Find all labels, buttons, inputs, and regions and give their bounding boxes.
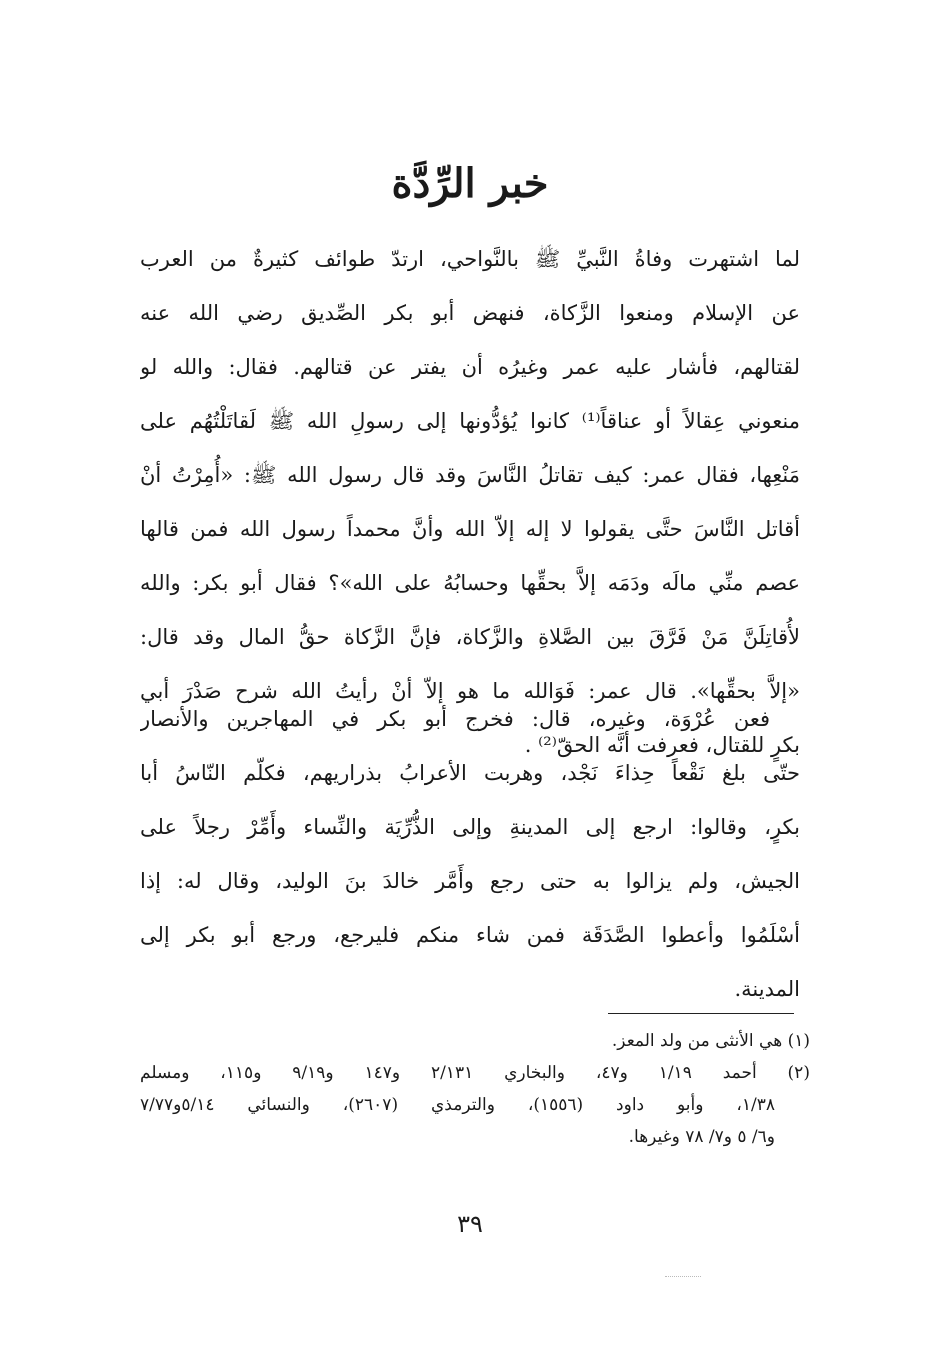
text-line: منعوني عِقالاً أو عناقاً⁽¹⁾ كانوا يُؤدُّونها إلى رسولِ الله ﷺ لَقاتَلْتُهُم على <box>140 409 800 433</box>
text-line: «إلاَّ بحقِّها». قال عمر: فَوَالله ما هو إلاّ أنْ رأيتُ الله شرح صَدْرَ أبي <box>140 679 800 703</box>
text-line: أقاتل النَّاسَ حتَّى يقولوا لا إله إلاّ الله وأنَّ محمداً رسول الله فمن قالها <box>140 517 800 541</box>
text-line: حتّى بلغ نَقْعاً حِذاءَ نَجْد، وهربت الأعرابُ بذراريهم، فكلّم النّاسُ أبا <box>140 761 800 785</box>
footnote-2-continued: ١/٣٨، وأبو داود (١٥٥٦)، والترمذي (٢٦٠٧)، والنسائي ٥/١٤و٧/٧٧ <box>140 1095 775 1115</box>
text-line: عن الإسلام ومنعوا الزَّكاة، فنهض أبو بكر الصِّديق رضي الله عنه <box>140 301 800 325</box>
footnote-2-continued: و٦/ ٥ و٧/ ٧٨ وغيرها. <box>628 1127 775 1147</box>
text-line: بكرٍ للقتال، فعرفت أنَّه الحقّ⁽²⁾ . <box>524 733 800 757</box>
footnote-2: (٢) أحمد ١/١٩ و٤٧، والبخاري ٢/١٣١ و١٤٧ و٩/١٩ و١١٥، ومسلم <box>140 1063 810 1083</box>
text-line: مَنْعِها، فقال عمر: كيف تقاتلُ النَّاسَ وقد قال رسول الله ﷺ: «أُمِرْتُ أنْ <box>140 463 800 487</box>
text-line: أسْلَمُوا وأعطوا الصَّدَقَة فمن شاء منكم فليرجع، ورجع أبو بكر إلى <box>140 923 800 947</box>
chapter-title: خبر الرِّدَّة <box>391 160 549 207</box>
scan-artifact <box>665 1276 701 1277</box>
text-line: بكرٍ، وقالوا: ارجع إلى المدينةِ وإلى الذُّرِّيَة والنِّساء وأَمِّرْ رجلاً على <box>140 815 800 839</box>
page-number: ٣٩ <box>457 1210 483 1238</box>
text-line: لأُقاتِلَنَّ مَنْ فَرَّقَ بين الصَّلاةِ والزَّكاة، فإنَّ الزَّكاة حقُّ المال وقد قال: <box>140 625 800 649</box>
text-line: فعن عُرْوَة، وغيره، قال: فخرج أبو بكر في المهاجرين والأنصار <box>140 707 770 731</box>
text-line: عصم منِّي مالَه ودَمَه إلاَّ بحقِّها وحسابُهُ على الله»؟ فقال أبو بكر: والله <box>140 571 800 595</box>
text-line: الجيش، ولم يزالوا به حتى رجع وأَمَّر خالدَ بنَ الوليد، وقال له: إذا <box>140 869 800 893</box>
footnote-1: (١) هي الأنثى من ولد المعز. <box>611 1031 810 1051</box>
text-line: المدينة. <box>734 977 800 1001</box>
text-line: لما اشتهرت وفاةُ النَّبيِّ ﷺ بالنَّواحي، ارتدّ طوائف كثيرةٌ من العرب <box>140 247 800 271</box>
text-line: لقتالهم، فأشار عليه عمر وغيرُه أن يفتر عن قتالهم. فقال: والله لو <box>140 355 800 379</box>
footnote-separator <box>608 1013 794 1014</box>
